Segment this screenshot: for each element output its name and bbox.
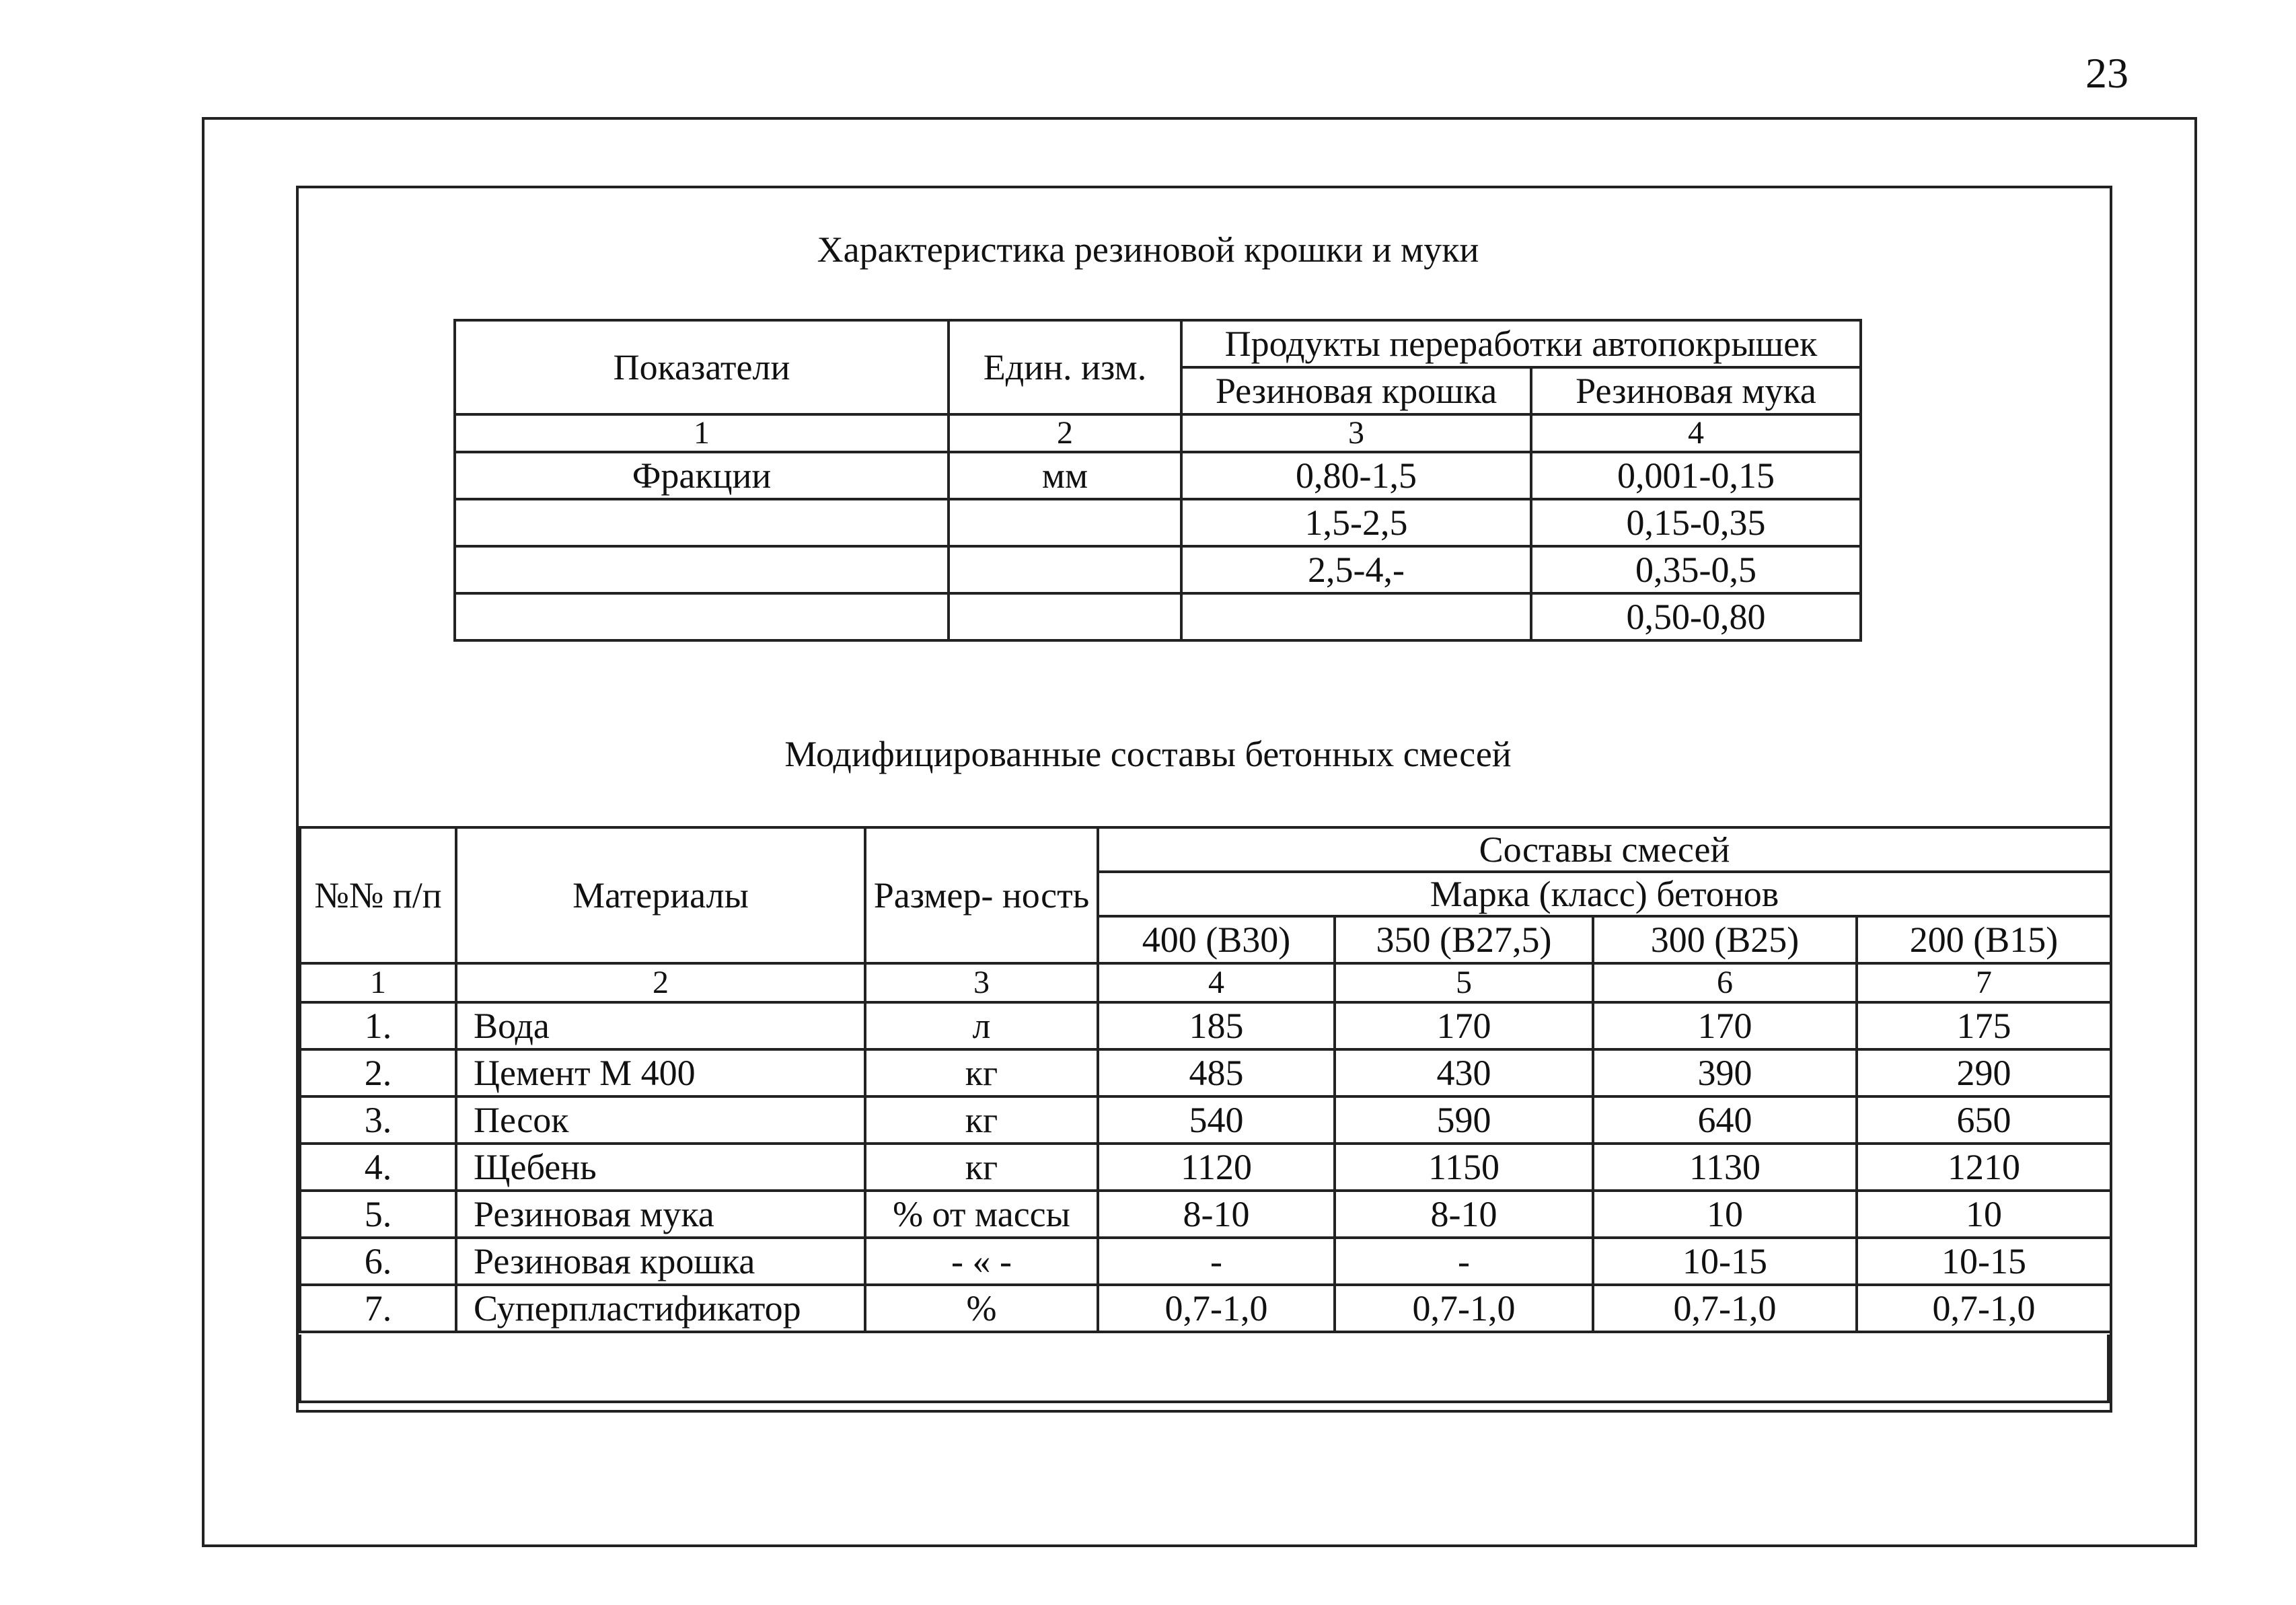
table-cell: 2,5-4,- (1181, 546, 1531, 593)
table-cell (949, 593, 1181, 640)
table-bottom-band (299, 1335, 2110, 1403)
value-cell: 640 (1593, 1096, 1857, 1144)
row-number: 5. (300, 1191, 456, 1238)
header-rubber-crumb: Резиновая крошка (1181, 367, 1531, 414)
value-cell: 10 (1593, 1191, 1857, 1238)
value-cell: 485 (1098, 1049, 1335, 1096)
page-number: 23 (2085, 49, 2128, 97)
table-cell: 0,80-1,5 (1181, 452, 1531, 499)
table2-title: Модифицированные составы бетонных смесей (784, 734, 1512, 774)
row-number: 3. (300, 1096, 456, 1144)
value-cell: 0,7-1,0 (1593, 1285, 1857, 1332)
value-cell: 390 (1593, 1049, 1857, 1096)
value-cell: 1210 (1857, 1144, 2111, 1191)
unit-cell: % (865, 1285, 1098, 1332)
column-number: 2 (456, 963, 865, 1002)
material-name: Суперпластификатор (456, 1285, 865, 1332)
column-number: 5 (1335, 963, 1593, 1002)
table-cell: мм (949, 452, 1181, 499)
column-number: 4 (1531, 414, 1861, 452)
column-number: 1 (300, 963, 456, 1002)
row-number: 2. (300, 1049, 456, 1096)
row-number: 1. (300, 1002, 456, 1049)
unit-cell: л (865, 1002, 1098, 1049)
value-cell: 650 (1857, 1096, 2111, 1144)
column-number: 7 (1857, 963, 2111, 1002)
header-dimension: Размер- ность (865, 827, 1098, 963)
concrete-mix-table (299, 826, 2112, 1333)
table-cell (949, 499, 1181, 546)
unit-cell: - « - (865, 1238, 1098, 1285)
material-name: Резиновая мука (456, 1191, 865, 1238)
header-rubber-flour: Резиновая мука (1531, 367, 1861, 414)
unit-cell: кг (865, 1096, 1098, 1144)
material-name: Резиновая крошка (456, 1238, 865, 1285)
column-number: 1 (455, 414, 949, 452)
value-cell: 170 (1593, 1002, 1857, 1049)
header-grade-350: 350 (В27,5) (1335, 916, 1593, 963)
value-cell: 0,7-1,0 (1335, 1285, 1593, 1332)
header-indicator: Показатели (455, 320, 949, 414)
header-materials: Материалы (456, 827, 865, 963)
column-number: 6 (1593, 963, 1857, 1002)
unit-cell: % от массы (865, 1191, 1098, 1238)
table-cell: 0,35-0,5 (1531, 546, 1861, 593)
row-number: 6. (300, 1238, 456, 1285)
material-name: Цемент М 400 (456, 1049, 865, 1096)
value-cell: 1120 (1098, 1144, 1335, 1191)
value-cell: 10-15 (1857, 1238, 2111, 1285)
value-cell: 1150 (1335, 1144, 1593, 1191)
value-cell: 10 (1857, 1191, 2111, 1238)
value-cell: 430 (1335, 1049, 1593, 1096)
header-compositions: Составы смесей (1098, 827, 2111, 872)
table-cell: 0,001-0,15 (1531, 452, 1861, 499)
column-number: 4 (1098, 963, 1335, 1002)
value-cell: 10-15 (1593, 1238, 1857, 1285)
header-grade-400: 400 (В30) (1098, 916, 1335, 963)
value-cell: 1130 (1593, 1144, 1857, 1191)
value-cell: 170 (1335, 1002, 1593, 1049)
material-name: Щебень (456, 1144, 865, 1191)
table-cell (949, 546, 1181, 593)
table-cell: 1,5-2,5 (1181, 499, 1531, 546)
value-cell: 8-10 (1098, 1191, 1335, 1238)
material-name: Вода (456, 1002, 865, 1049)
value-cell: - (1335, 1238, 1593, 1285)
header-concrete-grade: Марка (класс) бетонов (1098, 872, 2111, 916)
value-cell: 185 (1098, 1002, 1335, 1049)
table-cell: Фракции (455, 452, 949, 499)
unit-cell: кг (865, 1049, 1098, 1096)
row-number: 7. (300, 1285, 456, 1332)
column-number: 3 (1181, 414, 1531, 452)
value-cell: 0,7-1,0 (1098, 1285, 1335, 1332)
value-cell: 590 (1335, 1096, 1593, 1144)
value-cell: 175 (1857, 1002, 2111, 1049)
table-cell (455, 546, 949, 593)
value-cell: 290 (1857, 1049, 2111, 1096)
rubber-characteristics-table (453, 319, 1862, 642)
header-grade-300: 300 (В25) (1593, 916, 1857, 963)
table-cell: 0,15-0,35 (1531, 499, 1861, 546)
value-cell: 540 (1098, 1096, 1335, 1144)
value-cell: 0,7-1,0 (1857, 1285, 2111, 1332)
unit-cell: кг (865, 1144, 1098, 1191)
table-cell (455, 593, 949, 640)
column-number: 2 (949, 414, 1181, 452)
column-number: 3 (865, 963, 1098, 1002)
material-name: Песок (456, 1096, 865, 1144)
row-number: 4. (300, 1144, 456, 1191)
table-cell: 0,50-0,80 (1531, 593, 1861, 640)
table-cell (455, 499, 949, 546)
value-cell: - (1098, 1238, 1335, 1285)
table1-title: Характеристика резиновой крошки и муки (817, 229, 1479, 270)
header-number: №№ п/п (300, 827, 456, 963)
header-grade-200: 200 (В15) (1857, 916, 2111, 963)
value-cell: 8-10 (1335, 1191, 1593, 1238)
table-cell (1181, 593, 1531, 640)
header-products-group: Продукты переработки автопокрышек (1181, 320, 1861, 367)
header-unit: Един. изм. (949, 320, 1181, 414)
